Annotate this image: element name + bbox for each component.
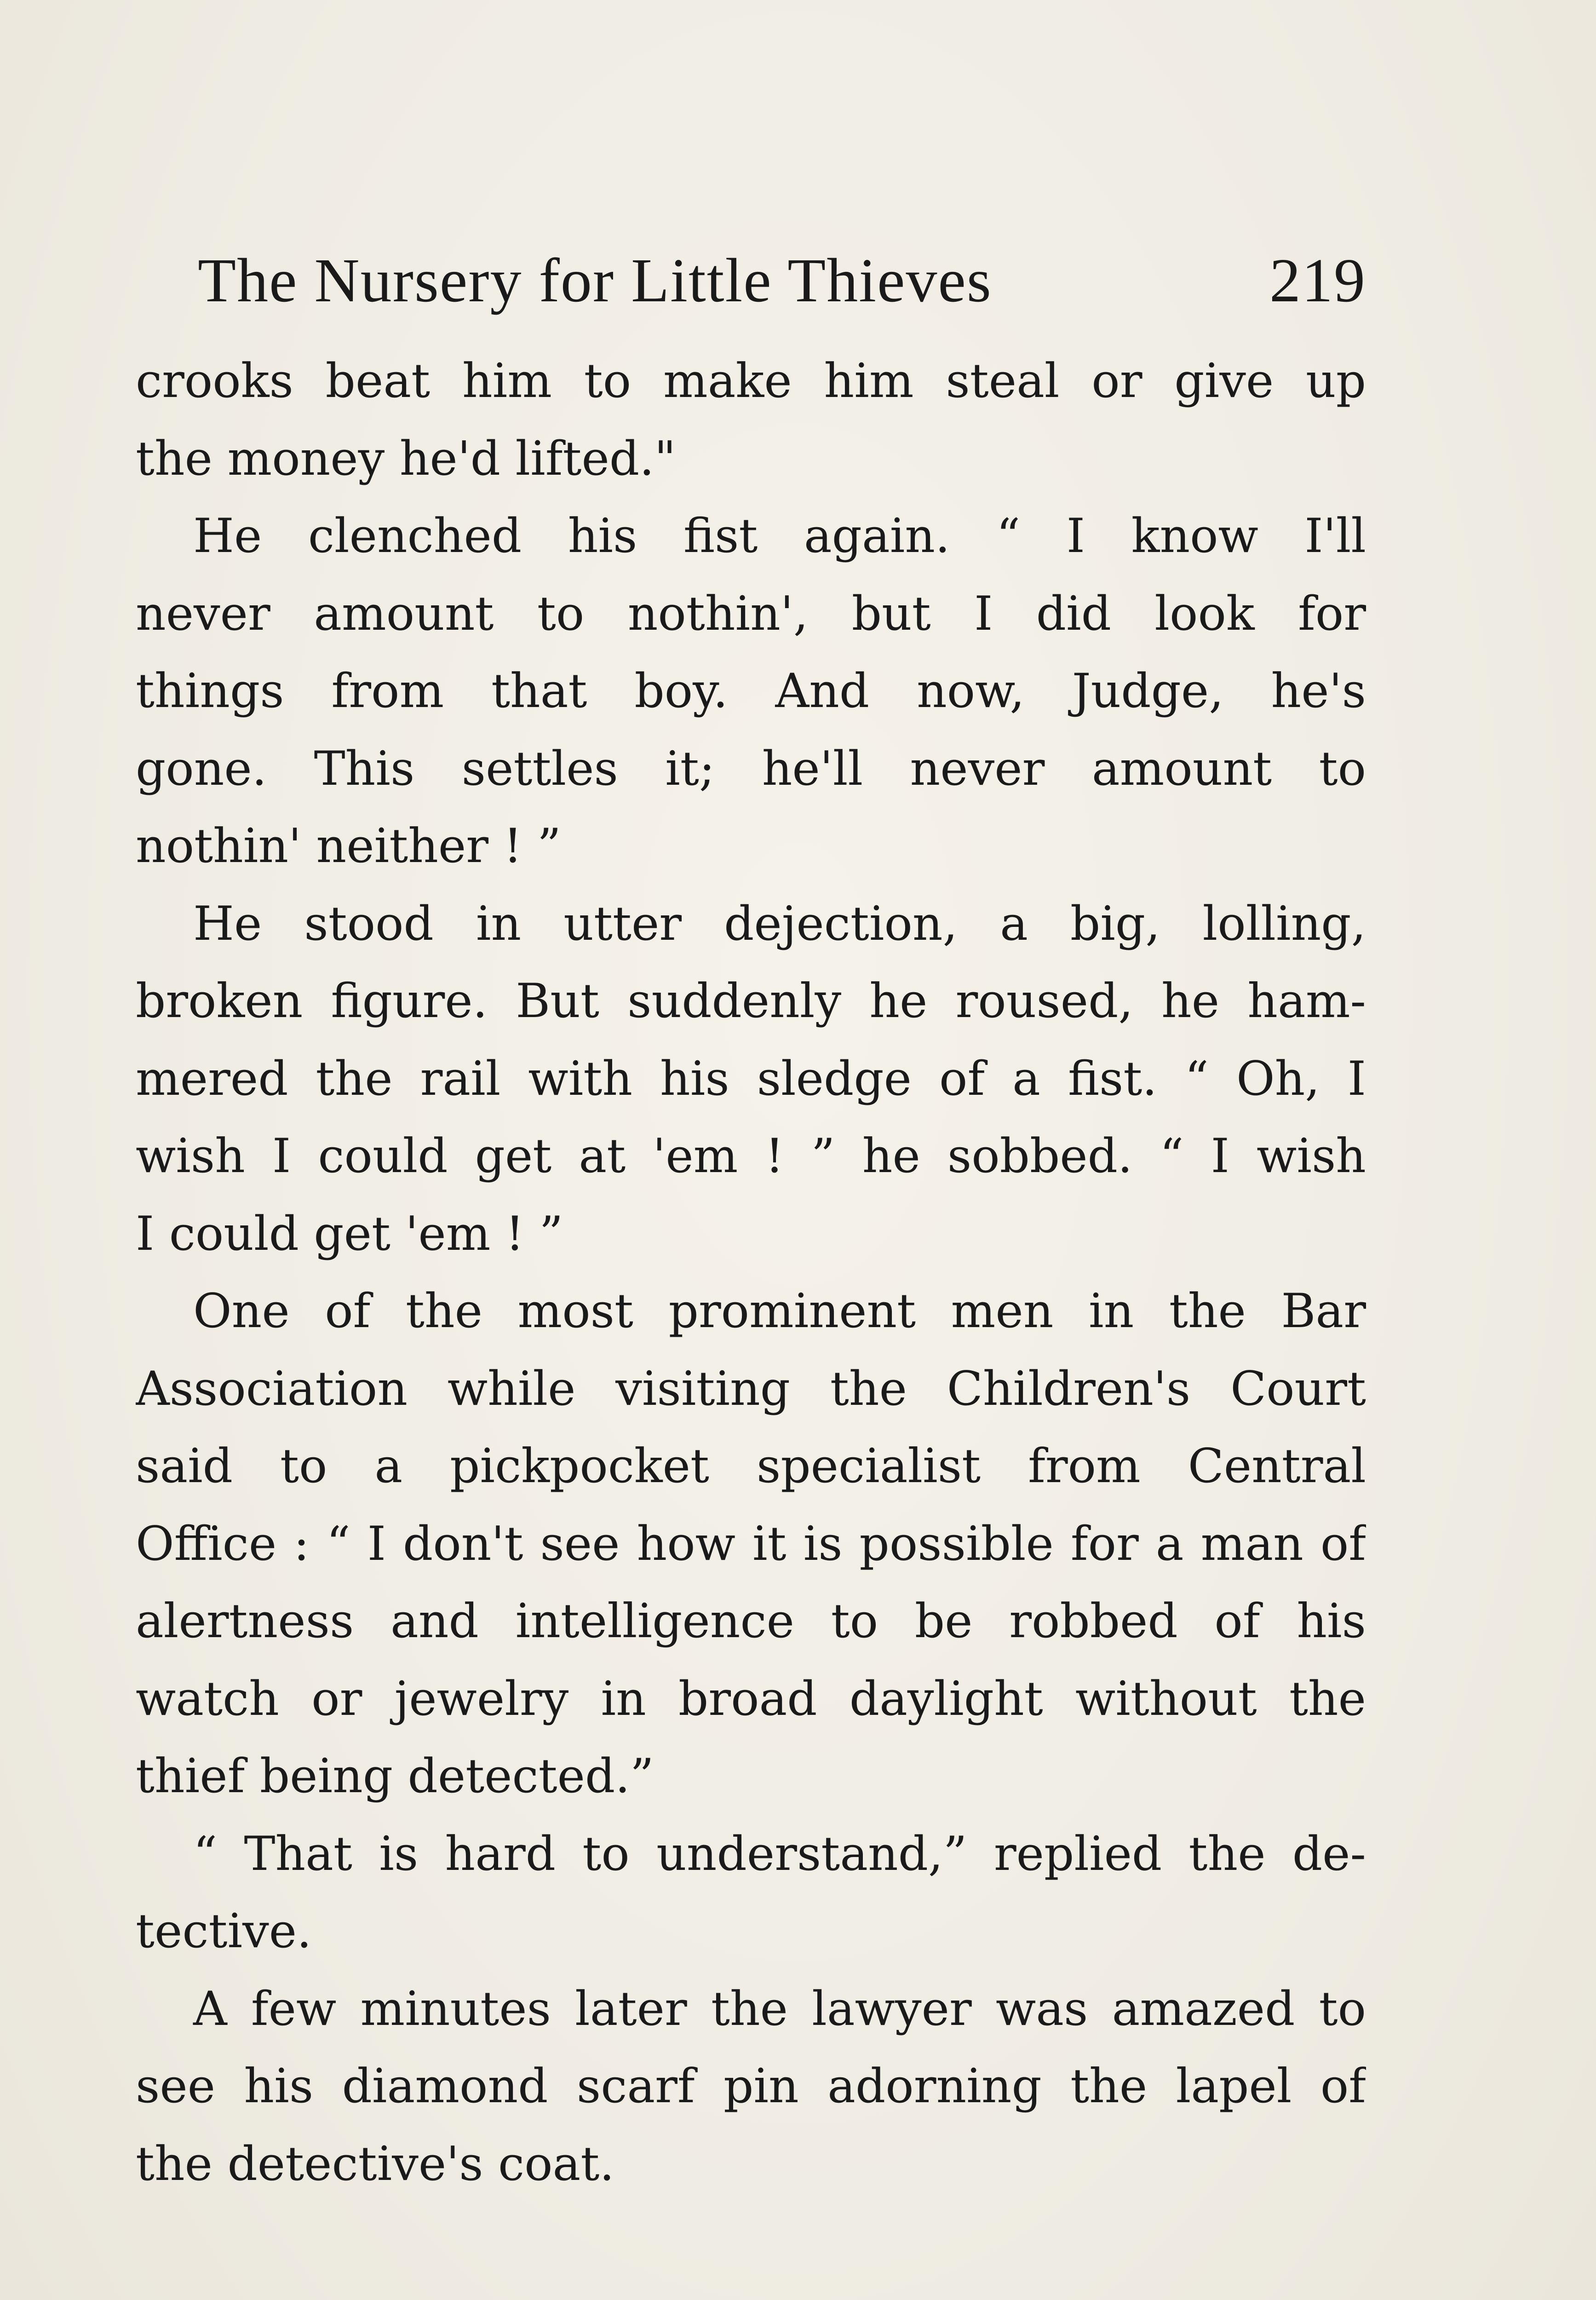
text-line: Association while visiting the Children's Court [136,1361,1366,1416]
text-line: things from that boy. And now, Judge, he's [136,664,1366,719]
text-line: watch or jewelry in broad daylight without the [136,1671,1366,1726]
text-line: tective. [136,1904,312,1959]
text-line: never amount to nothin', but I did look for [136,586,1366,641]
text-line: crooks beat him to make him steal or give up [136,354,1366,408]
text-line: the detective's coat. [136,2136,614,2191]
text-line: gone. This settles it; he'll never amount to [136,741,1366,796]
text-line: I could get 'em ! ” [136,1206,563,1261]
text-line: He clenched his fist again. “ I know I'll [193,509,1366,564]
running-head [198,235,1366,327]
text-line: alertness and intelligence to be robbed of his [136,1594,1366,1649]
text-line: the money he'd lifted." [136,431,676,486]
text-line: said to a pickpocket specialist from Central [136,1439,1366,1494]
body-text [136,343,1366,2203]
text-line: wish I could get at 'em ! ” he sobbed. “ I wish [136,1129,1366,1184]
text-line: He stood in utter dejection, a big, lolling, [193,896,1366,951]
text-line: nothin' neither ! ” [136,819,562,874]
text-line: Office : “ I don't see how it is possible for a man of [136,1516,1366,1571]
text-line: see his diamond scarf pin adorning the lapel of [136,2059,1366,2114]
running-title: The Nursery for Little Thieves [198,246,992,315]
page-number: 219 [1269,246,1366,315]
text-line: thief being detected.” [136,1749,654,1804]
text-line: broken figure. But suddenly he roused, he ham- [136,974,1366,1029]
text-line: “ That is hard to understand,” replied the de- [193,1826,1366,1881]
text-line: One of the most prominent men in the Bar [193,1284,1366,1339]
text-line: mered the rail with his sledge of a fist. “ Oh, I [136,1051,1366,1106]
text-line: A few minutes later the lawyer was amazed to [193,1981,1366,2036]
